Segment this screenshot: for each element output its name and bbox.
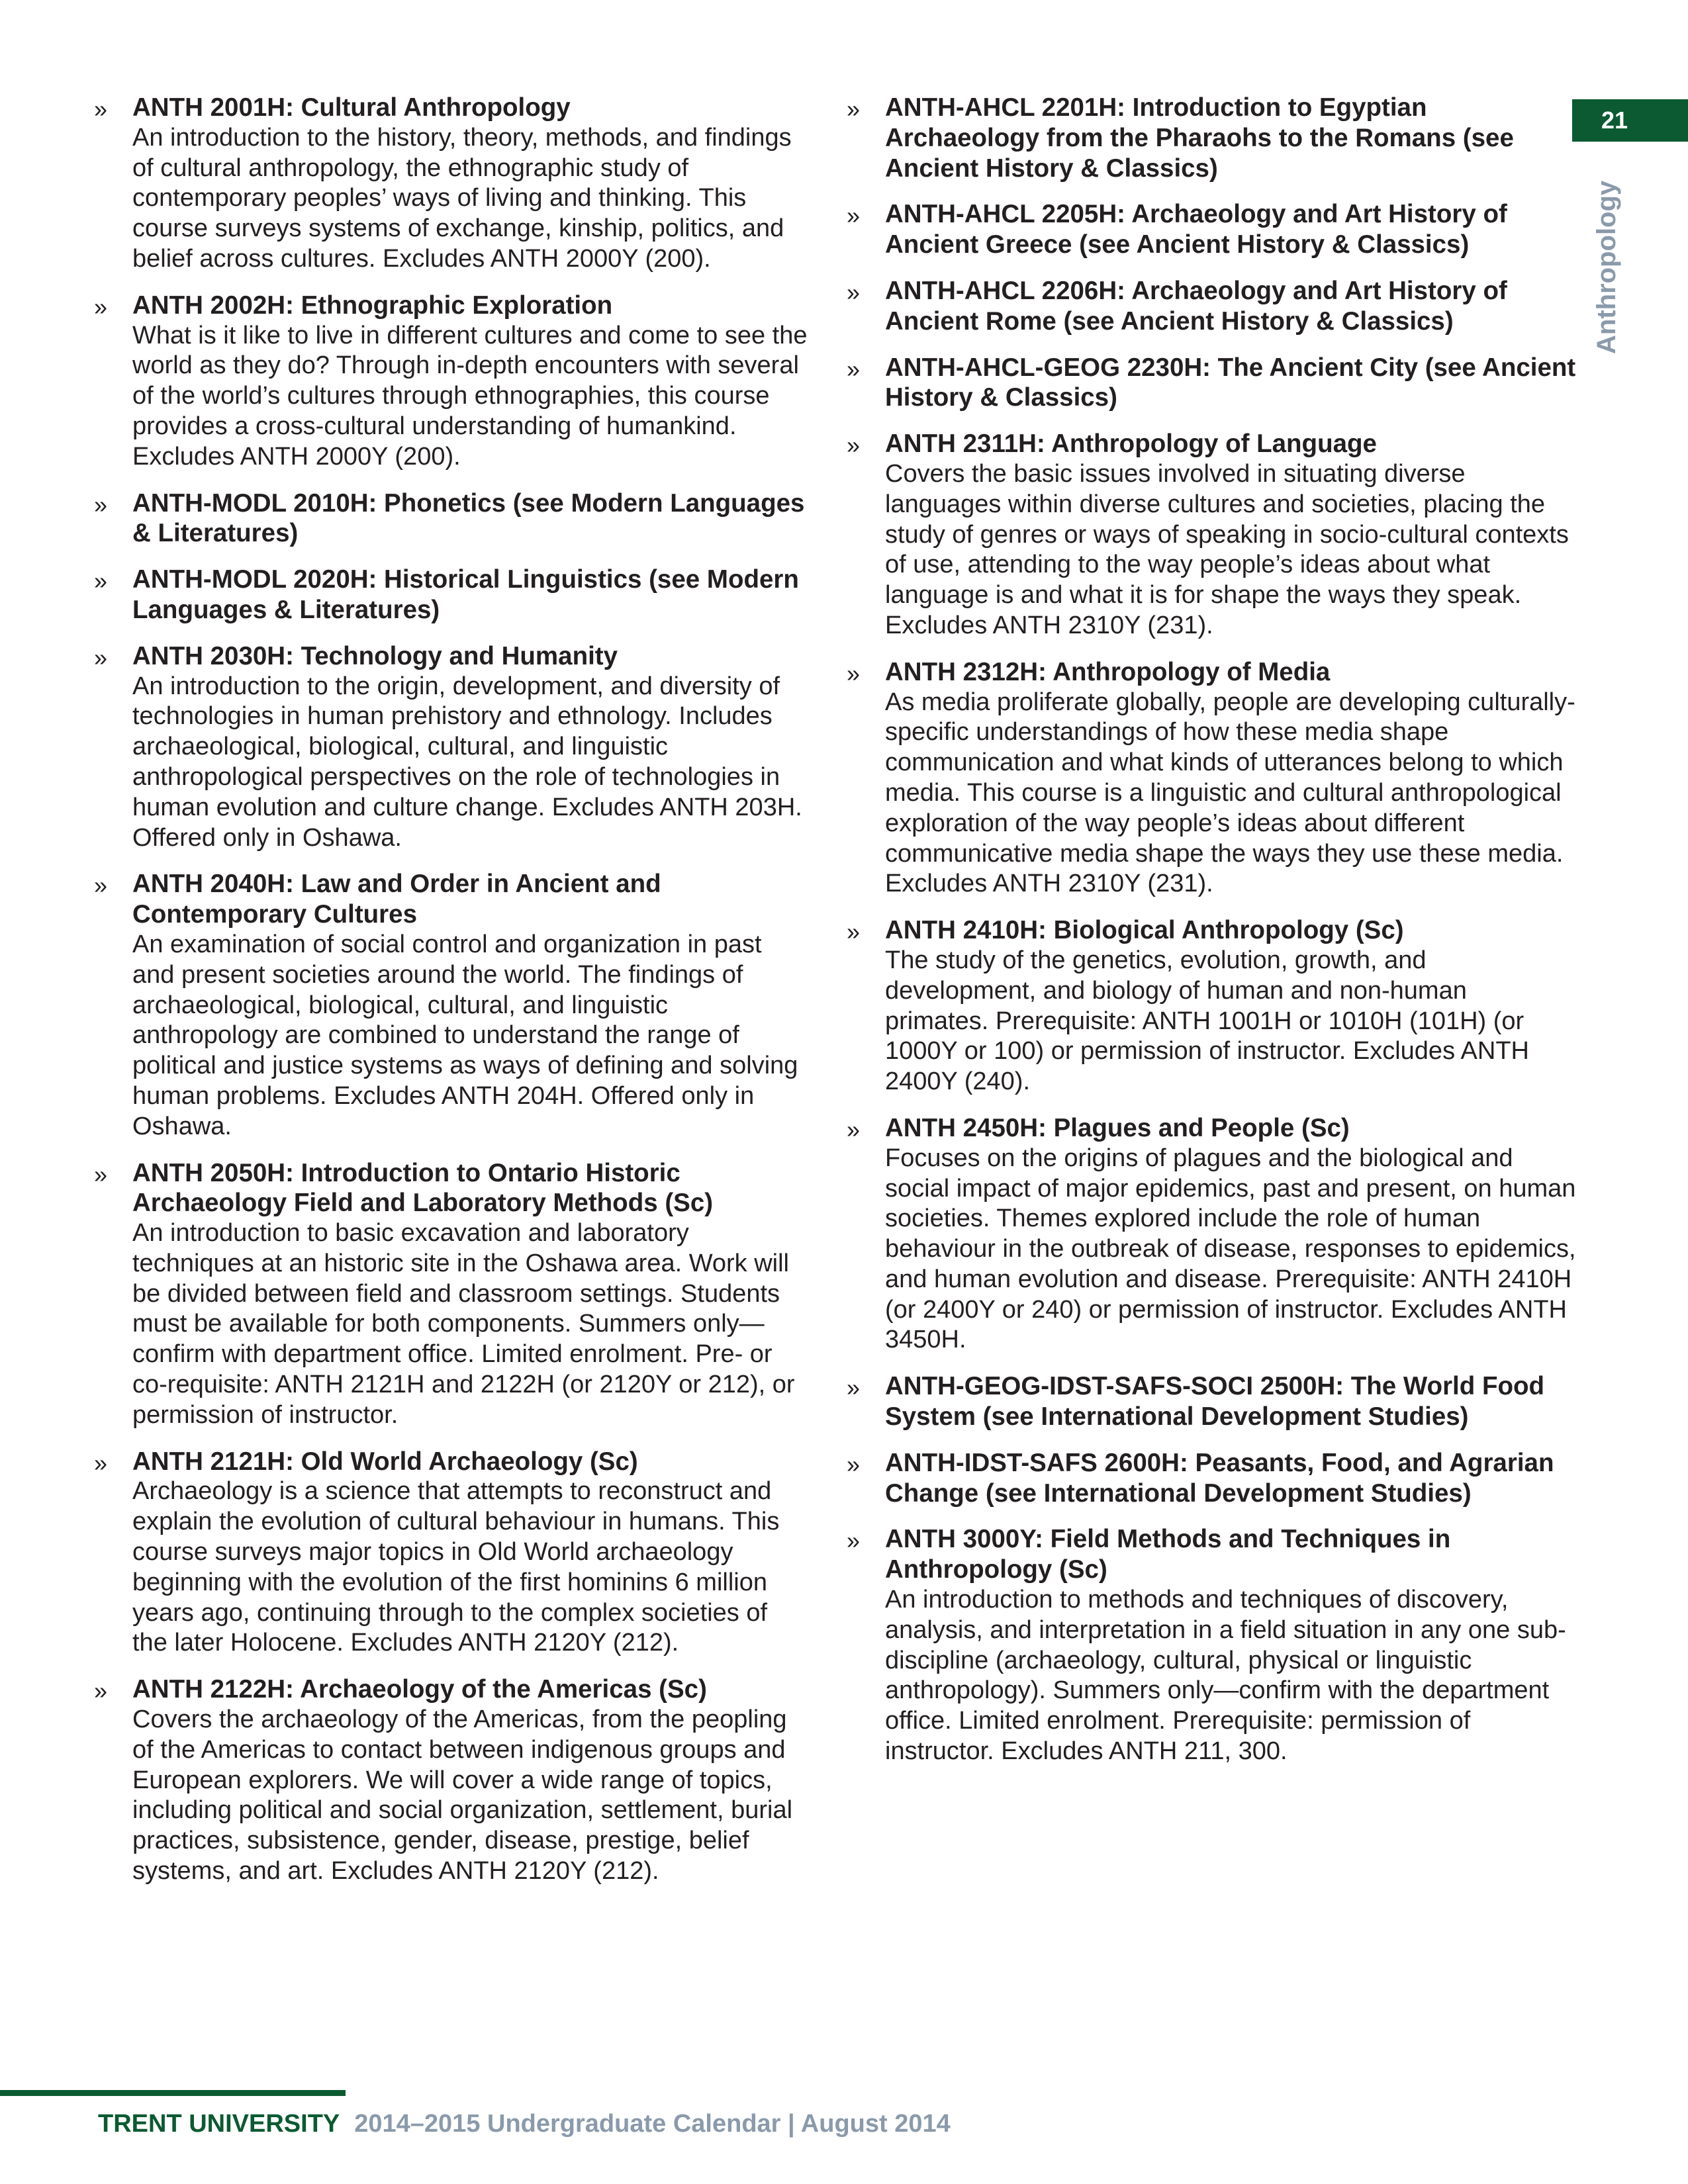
course-entry [93,869,808,1142]
course-title: ANTH 2410H: Biological Anthropology (Sc) [885,916,1404,945]
course-title: ANTH 3000Y: Field Methods and Techniques in Anthropology (Sc) [885,1525,1451,1584]
course-title: ANTH-AHCL-GEOG 2230H: The Ancient City (see Ancient History & Classics) [885,353,1576,412]
course-entry [93,93,808,275]
bullet-icon: » [94,643,108,671]
course-entry [93,1158,808,1431]
course-entry [93,1674,808,1887]
bullet-icon: » [94,872,108,899]
course-title: ANTH 2040H: Law and Order in Ancient and Contemporary Cultures [132,870,661,929]
course-entry [845,199,1577,260]
course-entry [845,657,1577,899]
left-course-column [93,93,808,1903]
course-entry [93,291,808,473]
course-entry [93,565,808,625]
course-description: The study of the genetics, evolution, growth, and development, and biology of human and non-human primates. Prerequisite: ANTH 1001H or 1010H (101H) (or 1000Y or 100) or permission of instructor. Excludes ANTH 2400Y (240). [885,946,1529,1096]
course-entry [93,1447,808,1659]
course-description: Covers the basic issues involved in situating diverse languages within diverse cultures and societies, placing the study of genres or ways of speaking in socio-cultural contexts of use, attending to the way people’s ideas about what language is and what it is for shape the ways they speak. Excludes ANTH 2310Y (231). [885,459,1569,639]
course-description: An introduction to the origin, development, and diversity of technologies in human prehistory and ethnology. Includes archaeological, biological, cultural, and linguistic anthropological perspectives on the role of technologies in human evolution and culture change. Excludes ANTH 203H. Offered only in Oshawa. [132,672,802,852]
course-entry [845,353,1577,414]
course-title: ANTH 2311H: Anthropology of Language [885,430,1377,459]
page-footer [98,2110,951,2138]
bullet-icon: » [94,95,108,122]
course-title: ANTH 2001H: Cultural Anthropology [132,93,571,122]
bullet-icon: » [847,202,861,230]
bullet-icon: » [847,918,861,946]
footer-rule [0,2090,346,2096]
course-title: ANTH-MODL 2020H: Historical Linguistics (see Modern Languages & Literatures) [132,565,799,624]
course-title: ANTH 2050H: Introduction to Ontario Historic Archaeology Field and Laboratory Methods (Sc) [132,1158,714,1218]
course-title: ANTH-AHCL 2201H: Introduction to Egyptian Archaeology from the Pharaohs to the Romans (see Ancient History & Classics) [885,93,1514,183]
course-title: ANTH 2312H: Anthropology of Media [885,657,1331,686]
course-entry [93,641,808,854]
course-entry [845,93,1577,183]
bullet-icon: » [94,1160,108,1188]
course-description: Archaeology is a science that attempts to reconstruct and explain the evolution of cultural behaviour in humans. This course surveys major topics in Old World archaeology beginning with the evolution of the first hominins 6 million years ago, continuing through to the complex societies of the later Holocene. Excludes ANTH 2120Y (212). [132,1477,780,1657]
course-entry [845,1448,1577,1509]
bullet-icon: » [94,293,108,320]
bullet-icon: » [847,1450,861,1478]
course-title: ANTH 2122H: Archaeology of the Americas (Sc) [132,1675,707,1704]
bullet-icon: » [94,1677,108,1705]
bullet-icon: » [94,490,108,518]
bullet-icon: » [847,95,861,122]
course-title: ANTH-GEOG-IDST-SAFS-SOCI 2500H: The World Food System (see International Development Studies) [885,1372,1545,1432]
bullet-icon: » [847,1527,861,1555]
footer-university: TRENT UNIVERSITY [98,2110,340,2138]
course-title: ANTH 2002H: Ethnographic Exploration [132,291,613,320]
bullet-icon: » [847,278,861,306]
bullet-icon: » [847,355,861,383]
bullet-icon: » [847,659,861,687]
course-entry [845,1524,1577,1766]
bullet-icon: » [94,1449,108,1477]
course-title: ANTH 2121H: Old World Archaeology (Sc) [132,1447,638,1476]
page-number-tab: 21 [1572,99,1688,142]
course-title: ANTH 2450H: Plagues and People (Sc) [885,1113,1350,1142]
course-title: ANTH-AHCL 2205H: Archaeology and Art History of Ancient Greece (see Ancient History & Classics) [885,200,1507,259]
section-side-label: Anthropology [1592,180,1621,354]
bullet-icon: » [847,432,861,459]
course-entry [845,429,1577,641]
bullet-icon: » [94,567,108,595]
course-entry [845,276,1577,337]
right-course-column [845,93,1577,1783]
course-entry [845,1113,1577,1355]
course-description: Focuses on the origins of plagues and the biological and social impact of major epidemics, past and present, on human societies. Themes explored include the role of human behaviour in the outbreak of disease, responses to epidemics, and human evolution and disease. Prerequisite: ANTH 2410H (or 2400Y or 240) or permission of instructor. Excludes ANTH 3450H. [885,1144,1576,1354]
bullet-icon: » [847,1374,861,1402]
course-title: ANTH-MODL 2010H: Phonetics (see Modern Languages & Literatures) [132,488,805,548]
course-description: Covers the archaeology of the Americas, from the peopling of the Americas to contact between indigenous groups and European explorers. We will cover a wide range of topics, including political and social organization, settlement, burial practices, subsistence, gender, disease, prestige, belief systems, and art. Excludes ANTH 2120Y (212). [132,1706,793,1886]
course-description: As media proliferate globally, people are developing culturally-specific understandings of how these media shape communication and what kinds of utterances belong to which media. This course is a linguistic and cultural anthropological exploration of the way people’s ideas about different communicative media shape the ways they use these media. Excludes ANTH 2310Y (231). [885,688,1575,898]
footer-calendar: 2014–2015 Undergraduate Calendar | August 2014 [354,2110,951,2138]
course-title: ANTH 2030H: Technology and Humanity [132,641,618,670]
course-description: An introduction to basic excavation and laboratory techniques at an historic site in the Oshawa area. Work will be divided between field and classroom settings. Students must be available for both components. Summers only—confirm with department office. Limited enrolment. Pre- or co-requisite: ANTH 2121H and 2122H (or 2120Y or 212), or permission of instructor. [132,1219,795,1429]
course-description: An examination of social control and organization in past and present societies around the world. The findings of archaeological, biological, cultural, and linguistic anthropology are combined to understand the range of political and justice systems as ways of defining and solving human problems. Excludes ANTH 204H. Offered only in Oshawa. [132,930,798,1140]
course-description: What is it like to live in different cultures and come to see the world as they do? Through in-depth encounters with several of the world’s cultures through ethnographies, this course provides a cross-cultural understanding of humankind. Excludes ANTH 2000Y (200). [132,321,808,471]
course-title: ANTH-AHCL 2206H: Archaeology and Art History of Ancient Rome (see Ancient History & Classics) [885,276,1507,336]
course-entry [93,488,808,549]
course-description: An introduction to the history, theory, methods, and findings of cultural anthropology, the ethnographic study of contemporary peoples’ ways of living and thinking. This course surveys systems of exchange, kinship, politics, and belief across cultures. Excludes ANTH 2000Y (200). [132,123,792,273]
course-entry [845,1371,1577,1432]
course-title: ANTH-IDST-SAFS 2600H: Peasants, Food, and Agrarian Change (see International Development Studies) [885,1448,1554,1508]
bullet-icon: » [847,1115,861,1143]
course-entry [845,915,1577,1097]
course-description: An introduction to methods and techniques of discovery, analysis, and interpretation in a field situation in any one sub-discipline (archaeology, cultural, physical or linguistic anthropology). Summers only—confirm with the department office. Limited enrolment. Prerequisite: permission of instructor. Excludes ANTH 211, 300. [885,1586,1566,1766]
